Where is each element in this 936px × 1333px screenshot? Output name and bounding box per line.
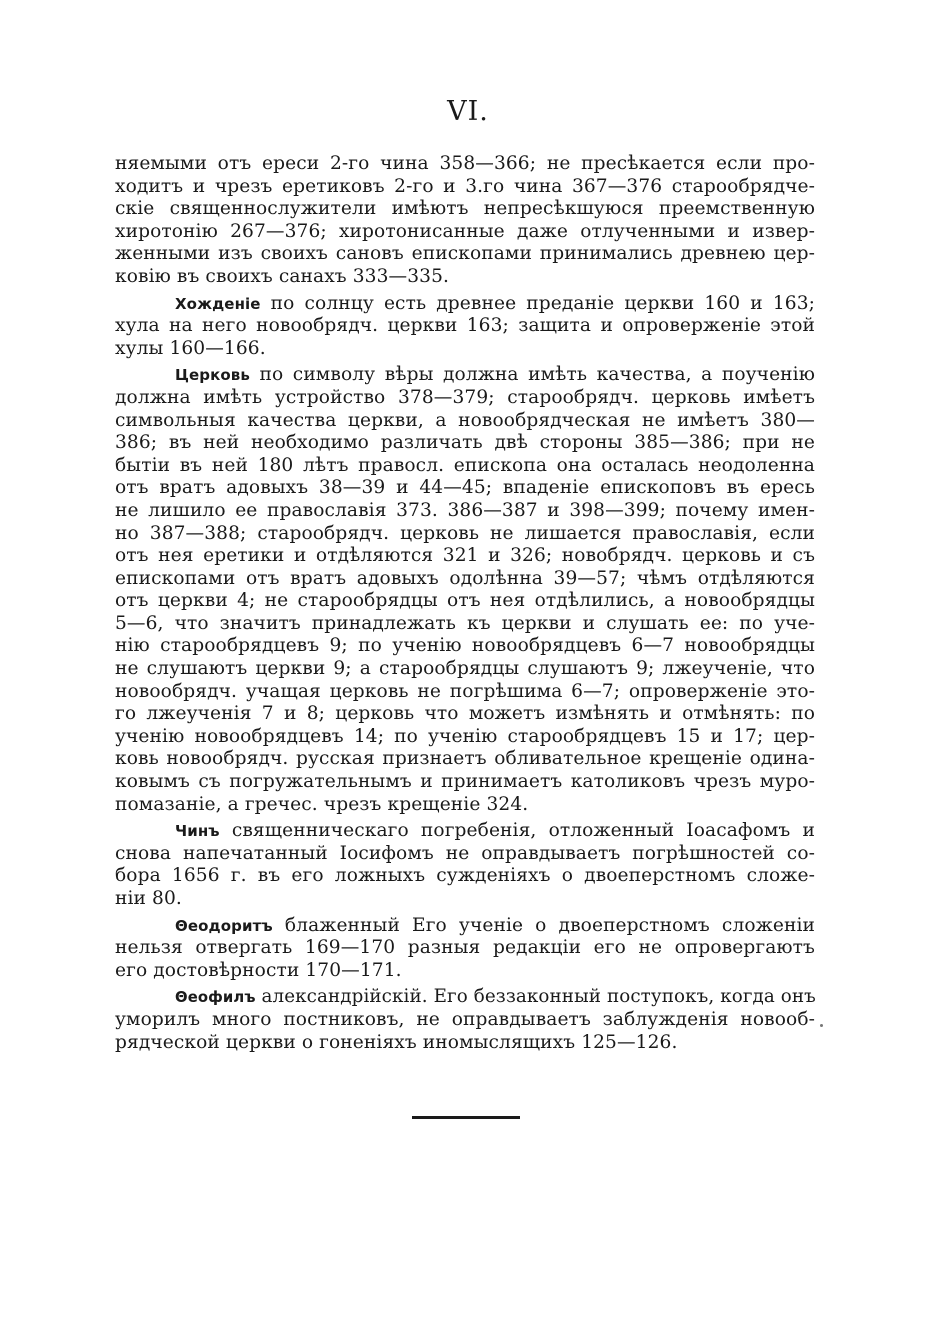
text-line: рядческой церкви о гоненіяхъ иномыслящихъ 125—126. [115,1031,678,1053]
entry-text: по солнцу есть древнее преданіе церкви 160 и 163; [270,292,815,314]
text-line: отъ церкви 4; не старообрядцы отъ нея отдѣлились, а новообрядцы [115,590,815,612]
index-entry-khozhdenie [115,293,815,361]
index-entry-theodorit [115,915,815,983]
text-line [115,820,815,843]
text-line: помазаніе, а гречес. чрезъ крещеніе 324. [115,793,529,815]
text-line: хула на него новообрядч. церкви 163; защита и опроверженіе этой [115,315,815,337]
text-line: должна имѣть устройство 378—379; старообрядч. церковь имѣетъ [115,386,815,408]
text-line: его достовѣрности 170—171. [115,959,402,981]
text-line: ніи 80. [115,888,182,909]
entry-term: Θеодоритъ [175,916,273,935]
paper-speck [820,1024,823,1027]
index-text [115,153,815,1054]
entry-text: по символу вѣры должна имѣть качества, а поученію [259,364,816,386]
text-line: хиротонію 267—376; хиротонисанные даже отлученными и извер- [115,220,815,242]
text-line: ковію въ своихъ санахъ 333—335. [115,265,450,287]
text-line: но 387—388; старообрядч. церковь не лишается православія, если [115,522,815,544]
text-line: нельзя отвергать 169—170 разныя редакціи его не опровергаютъ [115,937,815,959]
text-line: отъ вратъ адовыхъ 38—39 и 44—45; впаденіе епископовъ въ ересь [115,477,815,499]
text-line: не лишило ее православія 373. 386—387 и 398—399; почему имен- [115,499,815,521]
entry-term: Церковь [175,366,250,385]
text-line: бора 1656 г. въ его ложныхъ сужденіяхъ о двоеперстномъ сложе- [115,865,815,887]
text-line: новообрядч. учащая церковь не погрѣшима 6—7; опроверженіе это- [115,680,815,702]
text-line: женными изъ своихъ сановъ епископами принимались древнею цер- [115,243,815,265]
index-entry-chin [115,820,815,910]
text-line: бытіи въ ней 180 лѣтъ правосл. епископа она осталась неодоленна [115,454,815,476]
text-line [115,293,815,316]
entry-text: священническаго погребенія, отложенный Іоасафомъ и [231,820,815,842]
text-line: го лжеученія 7 и 8; церковь что можетъ измѣнять и отмѣнять: по [115,703,815,725]
text-line: 5—6, что значитъ принадлежать къ церкви и слушать ее: по уче- [115,612,815,634]
text-line: отъ нея еретики и отдѣляются 321 и 326; новобрядч. церковь и съ [115,545,815,567]
index-entry-continuation [115,153,815,289]
entry-term: Чинъ [175,822,220,841]
text-line: хулы 160—166. [115,337,266,359]
text-line: нію старообрядцевъ 9; по ученію новообрядцевъ 6—7 новообрядцы [115,635,815,657]
text-line [115,986,815,1009]
entry-text: александрійскій. Его беззаконный поступокъ, когда онъ [261,986,816,1008]
text-line: ходитъ и чрезъ еретиковъ 2-го и 3.го чина 367—376 старообрядче- [115,175,815,197]
text-line: скіе священнослужители имѣютъ непресѣкшуюся преемственную [115,198,815,220]
text-line: снова напечатанный Іосифомъ не оправдываетъ погрѣшностей со- [115,842,815,864]
text-line: символьныя качества церкви, а новообрядческая не имѣетъ 380— [115,409,815,431]
closing-rule [412,1116,520,1119]
text-line: 386; въ ней необходимо различать двѣ стороны 385—386; при не [115,432,815,454]
text-line: ковымъ съ погружательнымъ и принимаетъ католиковъ чрезъ муро- [115,771,815,793]
page-number: VI. [447,96,489,127]
entry-term: Θеофилъ [175,989,256,1007]
text-line: не слушаютъ церкви 9; а старообрядцы слушаютъ 9; лжеученіе, что [115,658,815,680]
text-line: ученію новообрядцевъ 14; по ученію старообрядцевъ 15 и 17; цер- [115,725,815,747]
text-line: епископами отъ вратъ адовыхъ одолѣнна 39—57; чѣмъ отдѣляются [115,567,815,589]
entry-term: Хожденіе [175,294,261,313]
text-line [115,364,815,387]
text-line: ковь новообрядч. русская признаетъ обливательное крещеніе одина- [115,748,815,770]
index-entry-theofil [115,986,815,1054]
text-line: няемыми отъ ереси 2-го чина 358—366; не пресѣкается если про- [115,153,815,174]
entry-text: блаженный Его ученіе о двоеперстномъ сложеніи [284,914,815,936]
text-line [115,915,815,938]
text-line: уморилъ много постниковъ, не оправдываетъ заблужденія новооб- [115,1008,815,1030]
index-entry-tserkov [115,364,815,816]
